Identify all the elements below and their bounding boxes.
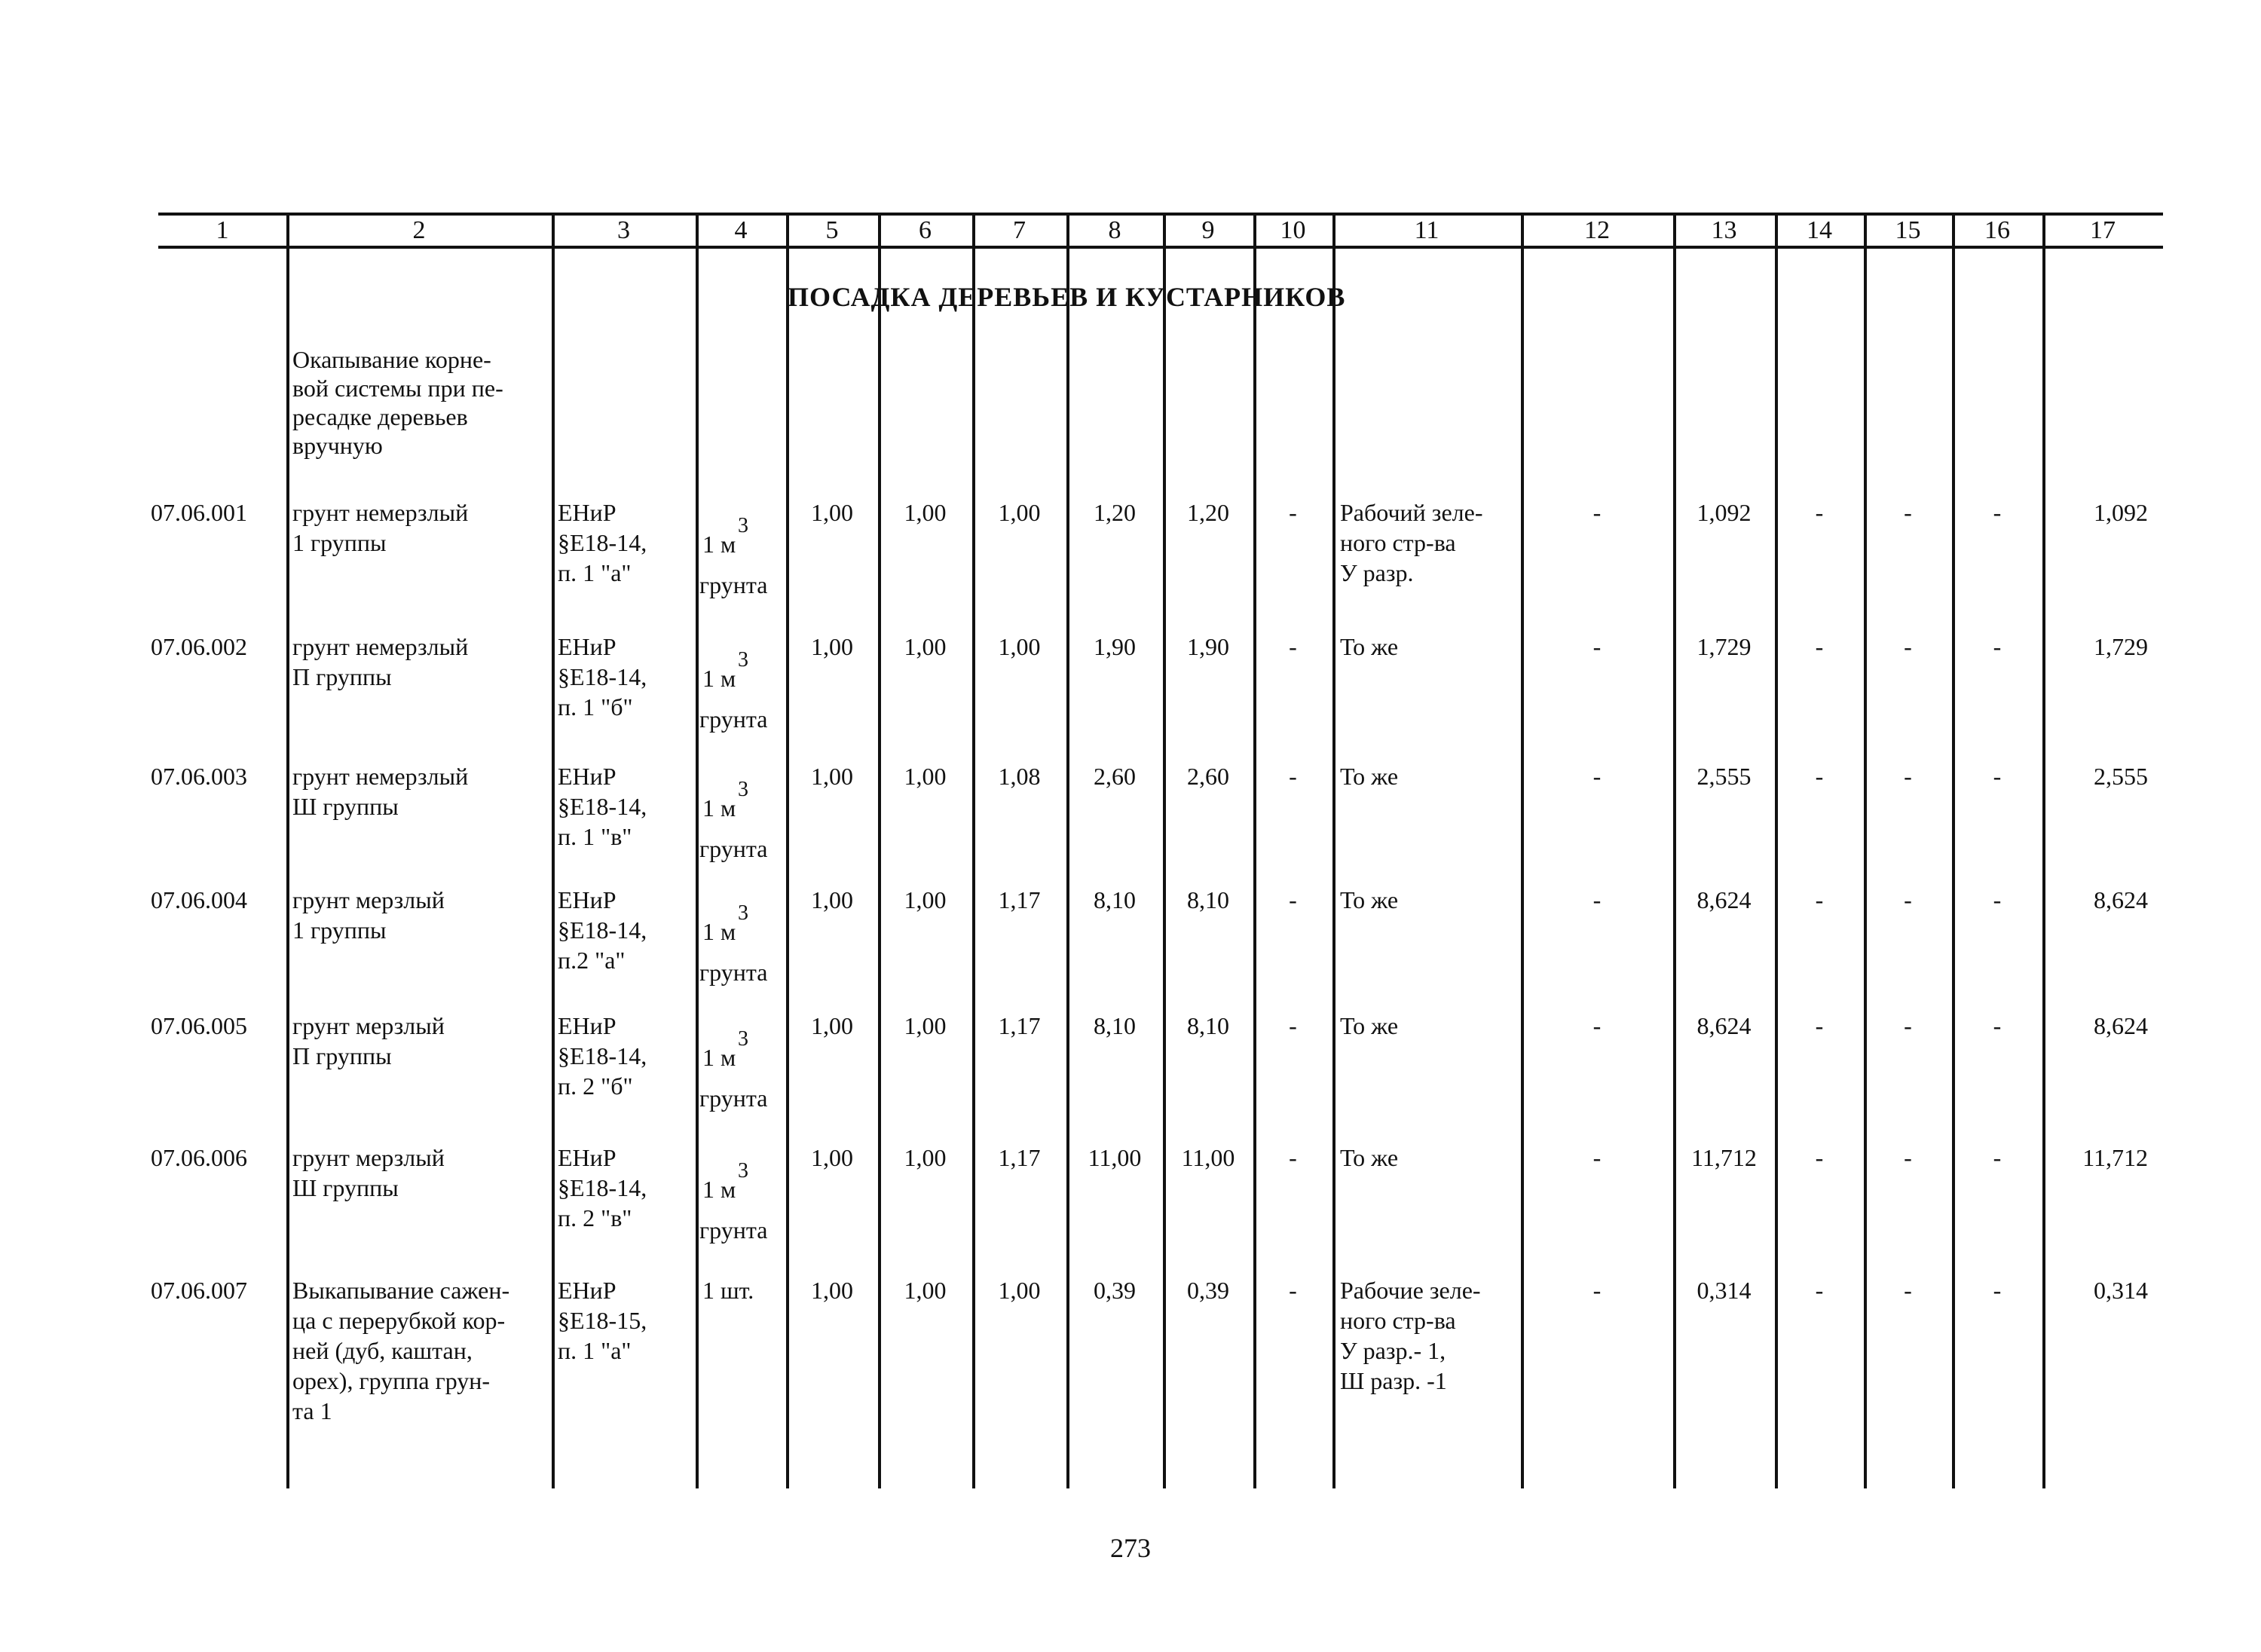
row-c5: 1,00	[811, 1144, 853, 1171]
row-c13: 8,624	[1697, 1012, 1752, 1039]
row-c9: 8,10	[1187, 886, 1229, 913]
row-c12: -	[1592, 499, 1602, 526]
row-worker-line: У разр.	[1340, 559, 1414, 586]
row-worker-line: Рабочий зеле-	[1340, 499, 1483, 526]
row-c10: -	[1289, 633, 1297, 660]
row-norm-line: §Е18-15,	[558, 1307, 647, 1334]
row-c5: 1,00	[811, 763, 853, 790]
row-c16: -	[1993, 763, 2002, 790]
row-c10: -	[1289, 499, 1297, 526]
column-rule	[696, 213, 699, 1488]
row-description-line: та 1	[292, 1397, 332, 1424]
row-c16: -	[1993, 633, 2002, 660]
row-c12: -	[1592, 1012, 1602, 1039]
row-c15: -	[1904, 1144, 1912, 1171]
row-c16: -	[1993, 1012, 2002, 1039]
row-c7: 1,17	[998, 1144, 1041, 1171]
row-unit-exponent: 3	[738, 1027, 748, 1051]
group-heading-line: вручную	[292, 432, 383, 459]
row-unit-exponent: 3	[738, 648, 748, 672]
row-norm-line: §Е18-14,	[558, 1042, 647, 1069]
row-c15: -	[1904, 633, 1912, 660]
row-c8: 1,20	[1094, 499, 1136, 526]
row-c9: 1,90	[1187, 633, 1229, 660]
row-c9: 11,00	[1181, 1144, 1235, 1171]
row-c5: 1,00	[811, 633, 853, 660]
row-worker-line: То же	[1340, 886, 1399, 913]
row-code: 07.06.002	[151, 633, 247, 660]
column-number: 2	[412, 216, 426, 244]
row-c12: -	[1592, 1144, 1602, 1171]
row-c10: -	[1289, 886, 1297, 913]
row-c7: 1,00	[998, 633, 1041, 660]
row-c13: 8,624	[1697, 886, 1752, 913]
row-norm-line: п. 1 "в"	[558, 823, 632, 850]
row-code: 07.06.007	[151, 1277, 247, 1304]
row-worker-line: ного стр-ва	[1340, 529, 1456, 556]
row-unit: 1 м	[702, 1044, 736, 1071]
row-c17: 11,712	[2082, 1144, 2148, 1171]
row-c15: -	[1904, 763, 1912, 790]
column-number: 7	[1013, 216, 1026, 244]
row-description-line: орех), группа грун-	[292, 1367, 491, 1394]
row-description-line: ца с перерубкой кор-	[292, 1307, 506, 1334]
group-heading-line: вой системы при пе-	[292, 375, 503, 402]
row-c10: -	[1289, 1144, 1297, 1171]
row-c14: -	[1815, 1012, 1824, 1039]
row-c16: -	[1993, 1144, 2002, 1171]
row-unit-exponent: 3	[738, 1159, 748, 1182]
row-c9: 0,39	[1187, 1277, 1229, 1304]
column-number: 3	[617, 216, 630, 244]
row-code: 07.06.006	[151, 1144, 247, 1171]
row-c14: -	[1815, 1144, 1824, 1171]
row-c8: 8,10	[1094, 886, 1136, 913]
column-rule	[1332, 213, 1335, 1488]
row-c6: 1,00	[904, 1144, 947, 1171]
page-number: 273	[1110, 1533, 1151, 1563]
row-c8: 1,90	[1094, 633, 1136, 660]
row-unit-suffix: грунта	[699, 835, 768, 862]
row-c12: -	[1592, 886, 1602, 913]
row-code: 07.06.003	[151, 763, 247, 790]
row-description-line: 1 группы	[292, 916, 387, 944]
row-worker-line: ного стр-ва	[1340, 1307, 1456, 1334]
row-unit-exponent: 3	[738, 514, 748, 537]
row-norm-line: ЕНиР	[558, 1012, 616, 1039]
row-c13: 1,729	[1697, 633, 1752, 660]
row-norm-line: ЕНиР	[558, 499, 616, 526]
row-worker-line: Ш разр. -1	[1340, 1367, 1447, 1394]
column-number: 15	[1895, 216, 1921, 244]
row-norm-line: ЕНиР	[558, 763, 616, 790]
column-number: 8	[1108, 216, 1121, 244]
row-norm-line: ЕНиР	[558, 633, 616, 660]
row-c14: -	[1815, 763, 1824, 790]
row-norm-line: п. 2 "в"	[558, 1204, 632, 1231]
row-c10: -	[1289, 1277, 1297, 1304]
row-unit: 1 м	[702, 531, 736, 558]
row-description-line: ней (дуб, каштан,	[292, 1337, 473, 1364]
row-unit-suffix: грунта	[699, 705, 768, 733]
row-c9: 1,20	[1187, 499, 1229, 526]
row-description-line: грунт мерзлый	[292, 886, 445, 913]
row-c17: 1,729	[2094, 633, 2148, 660]
row-code: 07.06.004	[151, 886, 247, 913]
row-description-line: грунт мерзлый	[292, 1012, 445, 1039]
row-c8: 2,60	[1094, 763, 1136, 790]
row-c13: 1,092	[1697, 499, 1752, 526]
row-c16: -	[1993, 1277, 2002, 1304]
row-description-line: П группы	[292, 1042, 392, 1069]
row-c15: -	[1904, 1277, 1912, 1304]
row-c12: -	[1592, 633, 1602, 660]
row-norm-line: ЕНиР	[558, 1277, 616, 1304]
row-unit: 1 м	[702, 1176, 736, 1203]
row-c14: -	[1815, 886, 1824, 913]
row-unit-suffix: грунта	[699, 1216, 768, 1244]
row-c5: 1,00	[811, 886, 853, 913]
row-norm-line: §Е18-14,	[558, 793, 647, 820]
row-norm-line: §Е18-14,	[558, 1174, 647, 1201]
row-unit: 1 м	[702, 665, 736, 692]
row-c8: 11,00	[1088, 1144, 1142, 1171]
row-worker-line: То же	[1340, 633, 1399, 660]
row-worker-line: Рабочие зеле-	[1340, 1277, 1481, 1304]
row-norm-line: §Е18-14,	[558, 663, 647, 690]
row-c17: 1,092	[2094, 499, 2148, 526]
row-norm-line: п. 1 "б"	[558, 693, 633, 720]
group-heading-line: ресадке деревьев	[292, 403, 468, 430]
row-description-line: грунт немерзлый	[292, 499, 469, 526]
row-norm-line: п.2 "а"	[558, 947, 626, 974]
group-heading-line: Окапывание корне-	[292, 346, 491, 373]
row-c13: 2,555	[1697, 763, 1752, 790]
row-c12: -	[1592, 763, 1602, 790]
column-number: 14	[1807, 216, 1832, 244]
row-c7: 1,00	[998, 1277, 1041, 1304]
row-norm-line: п. 2 "б"	[558, 1072, 633, 1100]
row-description-line: грунт немерзлый	[292, 763, 469, 790]
row-c17: 8,624	[2094, 1012, 2148, 1039]
row-worker-line: То же	[1340, 1144, 1399, 1171]
row-c5: 1,00	[811, 499, 853, 526]
row-c9: 2,60	[1187, 763, 1229, 790]
row-c5: 1,00	[811, 1277, 853, 1304]
row-c5: 1,00	[811, 1012, 853, 1039]
row-unit-exponent: 3	[738, 901, 748, 925]
row-description-line: Ш группы	[292, 793, 399, 820]
row-c15: -	[1904, 886, 1912, 913]
row-c15: -	[1904, 1012, 1912, 1039]
row-c6: 1,00	[904, 633, 947, 660]
row-c17: 8,624	[2094, 886, 2148, 913]
row-unit-suffix: грунта	[699, 1085, 768, 1112]
row-code: 07.06.005	[151, 1012, 247, 1039]
row-c7: 1,08	[998, 763, 1041, 790]
row-c17: 0,314	[2094, 1277, 2148, 1304]
row-norm-line: ЕНиР	[558, 886, 616, 913]
row-description-line: 1 группы	[292, 529, 387, 556]
row-unit-suffix: грунта	[699, 959, 768, 986]
row-c14: -	[1815, 633, 1824, 660]
row-c6: 1,00	[904, 1012, 947, 1039]
row-worker-line: У разр.- 1,	[1340, 1337, 1446, 1364]
row-worker-line: То же	[1340, 1012, 1399, 1039]
column-rule	[552, 213, 555, 1488]
row-c10: -	[1289, 1012, 1297, 1039]
row-norm-line: п. 1 "а"	[558, 1337, 632, 1364]
row-c6: 1,00	[904, 1277, 947, 1304]
row-c15: -	[1904, 499, 1912, 526]
row-c12: -	[1592, 1277, 1602, 1304]
column-number: 1	[216, 216, 229, 244]
row-norm-line: ЕНиР	[558, 1144, 616, 1171]
row-c13: 11,712	[1691, 1144, 1757, 1171]
column-number: 13	[1711, 216, 1737, 244]
row-code: 07.06.001	[151, 499, 247, 526]
row-c16: -	[1993, 499, 2002, 526]
row-worker-line: То же	[1340, 763, 1399, 790]
row-description-line: Выкапывание сажен-	[292, 1277, 510, 1304]
row-c8: 8,10	[1094, 1012, 1136, 1039]
row-c16: -	[1993, 886, 2002, 913]
row-c14: -	[1815, 1277, 1824, 1304]
column-number: 12	[1584, 216, 1610, 244]
row-description-line: П группы	[292, 663, 392, 690]
row-unit: 1 м	[702, 794, 736, 821]
row-c17: 2,555	[2094, 763, 2148, 790]
section-title: ПОСАДКА ДЕРЕВЬЕВ И КУСТАРНИКОВ	[788, 282, 1346, 312]
column-number: 10	[1280, 216, 1306, 244]
row-norm-line: п. 1 "а"	[558, 559, 632, 586]
column-rule	[286, 213, 289, 1488]
row-c7: 1,17	[998, 886, 1041, 913]
row-description-line: Ш группы	[292, 1174, 399, 1201]
column-number: 17	[2090, 216, 2116, 244]
column-number: 9	[1201, 216, 1215, 244]
row-c7: 1,17	[998, 1012, 1041, 1039]
row-c14: -	[1815, 499, 1824, 526]
row-c10: -	[1289, 763, 1297, 790]
row-norm-line: §Е18-14,	[558, 916, 647, 944]
column-number: 6	[919, 216, 932, 244]
row-c6: 1,00	[904, 499, 947, 526]
row-c6: 1,00	[904, 763, 947, 790]
row-c7: 1,00	[998, 499, 1041, 526]
row-description-line: грунт мерзлый	[292, 1144, 445, 1171]
column-number: 16	[1984, 216, 2010, 244]
row-c6: 1,00	[904, 886, 947, 913]
column-number: 5	[825, 216, 839, 244]
row-unit: 1 м	[702, 918, 736, 945]
row-norm-line: §Е18-14,	[558, 529, 647, 556]
row-c9: 8,10	[1187, 1012, 1229, 1039]
row-unit-suffix: грунта	[699, 571, 768, 598]
column-number: 11	[1414, 216, 1440, 244]
row-unit: 1 шт.	[702, 1277, 754, 1304]
header-bottom-rule	[158, 246, 2163, 249]
row-c13: 0,314	[1697, 1277, 1752, 1304]
row-unit-exponent: 3	[738, 778, 748, 801]
row-description-line: грунт немерзлый	[292, 633, 469, 660]
group-heading	[292, 345, 503, 460]
row-c8: 0,39	[1094, 1277, 1136, 1304]
column-number: 4	[734, 216, 748, 244]
